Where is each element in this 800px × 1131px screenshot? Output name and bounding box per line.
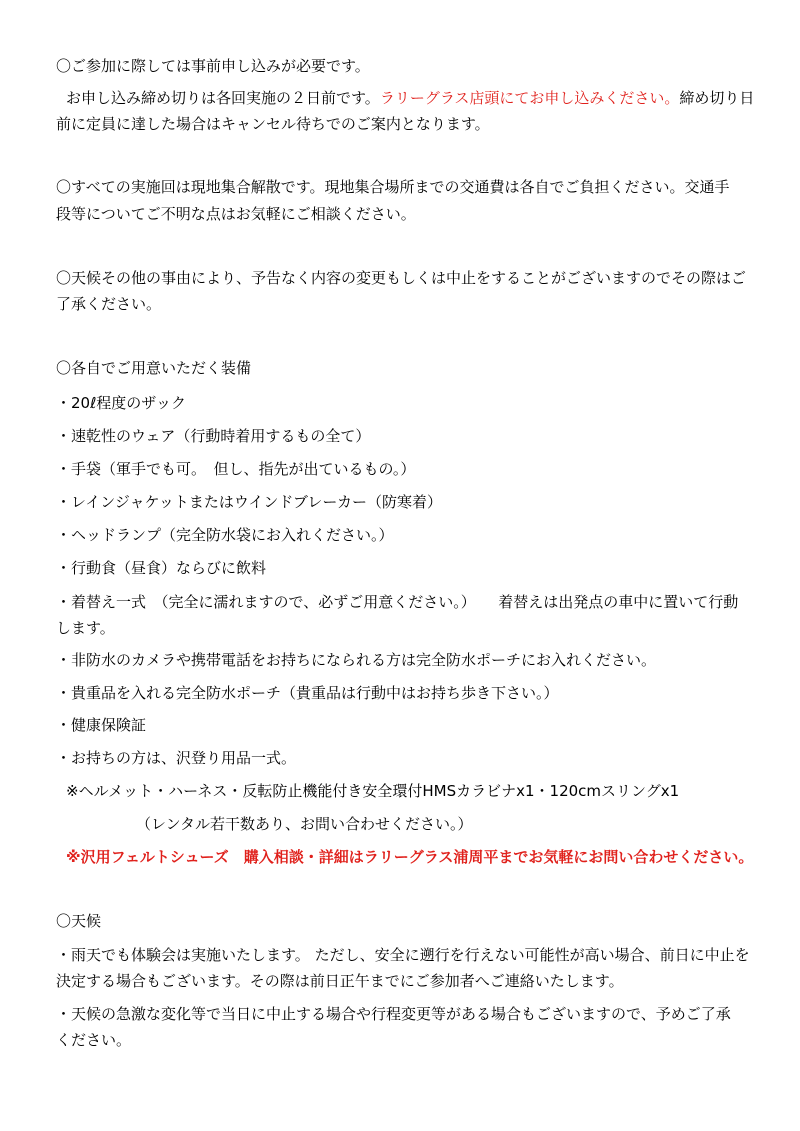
equipment-item: ・お持ちの方は、沢登り用品一式。 — [56, 749, 297, 767]
equipment-rental-note: （レンタル若干数あり、お問い合わせください。） — [136, 815, 473, 833]
equipment-change-clothes-line-2: します。 — [56, 619, 115, 637]
meeting-line-2: 段等についてご不明な点はお気軽にご相談ください。 — [56, 205, 416, 223]
registration-deadline-cont-text: 締め切り日 — [679, 89, 755, 107]
registration-line-3: 前に定員に達した場合はキャンセル待ちでのご案内となります。 — [56, 115, 490, 133]
equipment-item: ・レインジャケットまたはウインドブレーカー（防寒着） — [56, 493, 443, 511]
equipment-item: ・速乾性のウェア（行動時着用するもの全て） — [56, 427, 371, 445]
equipment-gear-note: ※ヘルメット・ハーネス・反転防止機能付き安全環付HMSカラビナx1・120cmスリングx1 — [66, 782, 680, 800]
equipment-item: ・ヘッドランプ（完全防水袋にお入れください。） — [56, 526, 394, 544]
equipment-item: ・健康保険証 — [56, 716, 147, 734]
weather-change-line-2: 了承ください。 — [56, 295, 162, 313]
equipment-change-clothes-line-1: ・着替え一式 （完全に濡れますので、必ずご用意ください。） 着替えは出発点の車中に置いて行動 — [56, 593, 739, 611]
registration-line-1: 〇ご参加に際しては事前申し込みが必要です。 — [56, 57, 370, 75]
registration-deadline-text: お申し込み締め切りは各回実施の２日前です。 — [66, 89, 380, 107]
registration-line-2 — [66, 88, 754, 108]
weather-change-day-line-2: ください。 — [56, 1031, 132, 1049]
weather-change-line-1: 〇天候その他の事由により、予告なく内容の変更もしくは中止をすることがございますのでその際はご — [56, 269, 747, 287]
equipment-heading: 〇各自でご用意いただく装備 — [56, 359, 252, 377]
equipment-item: ・行動食（昼食）ならびに飲料 — [56, 559, 267, 577]
meeting-line-1: 〇すべての実施回は現地集合解散です。現地集合場所までの交通費は各自でご負担ください。交通手 — [56, 178, 730, 196]
equipment-item: ・手袋（軍手でも可。 但し、指先が出ているもの。） — [56, 460, 416, 478]
weather-change-day-line-1: ・天候の急激な変化等で当日に中止する場合や行程変更等がある場合もございますので、予めご了承 — [56, 1005, 731, 1023]
equipment-item: ・貴重品を入れる完全防水ポーチ（貴重品は行動中はお持ち歩き下さい。） — [56, 684, 559, 702]
equipment-item: ・非防水のカメラや携帯電話をお持ちになられる方は完全防水ポーチにお入れください。 — [56, 651, 657, 669]
weather-rain-line-2: 決定する場合もございます。その際は前日正午までにご参加者へご連絡いたします。 — [56, 972, 624, 990]
registration-apply-at-store-text: ラリーグラス店頭にてお申し込みください。 — [379, 89, 680, 107]
equipment-felt-shoes-note: ※沢用フェルトシューズ 購入相談・詳細はラリーグラス浦周平までお気軽にお問い合わせください。 — [66, 848, 754, 866]
equipment-item: ・20ℓ程度のザック — [56, 394, 186, 412]
weather-heading: 〇天候 — [56, 912, 102, 930]
weather-rain-line-1: ・雨天でも体験会は実施いたします。 ただし、安全に遡行を行えない可能性が高い場合、前日に中止を — [56, 946, 750, 964]
